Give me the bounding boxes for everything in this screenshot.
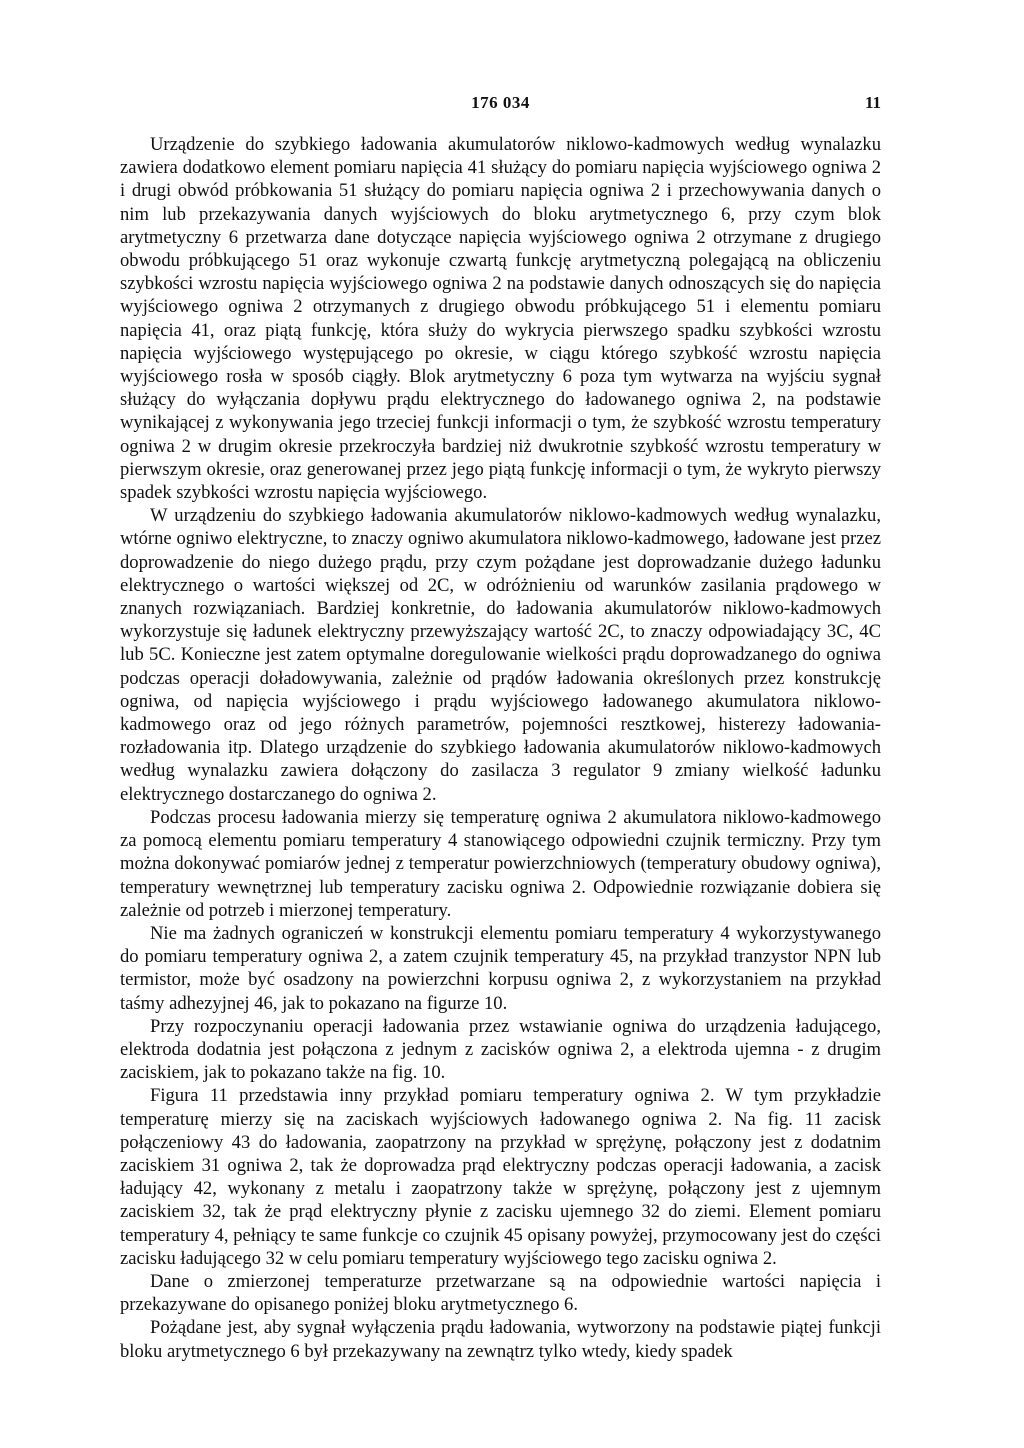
paragraph: Przy rozpoczynaniu operacji ładowania przez wstawianie ogniwa do urządzenia ładującego, elektroda dodatnia jest połączona z jednym z zacisków ogniwa 2, a elektroda ujemna - z drugim zaciskiem, jak to pokazano także na fig. 10.	[120, 1015, 881, 1084]
paragraph: W urządzeniu do szybkiego ładowania akumulatorów niklowo-kadmowych według wynalazku, wtórne ogniwo elektryczne, to znaczy ogniwo akumulatora niklowo-kadmowego, ładowane jest przez doprowadzenie do niego dużego prądu, przy czym pożądane jest doprowadzanie dużego ładunku elektrycznego o wartości większej od 2C, w odróżnieniu od warunków zasilania prądowego w znanych rozwiązaniach. Bardziej konkretnie, do ładowania akumulatorów niklowo-kadmowych wykorzystuje się ładunek elektryczny przewyższający wartość 2C, to znaczy odpowiadający 3C, 4C lub 5C. Konieczne jest zatem optymalne doregulowanie wielkości prądu doprowadzanego do ogniwa podczas operacji doładowywania, zależnie od prądów ładowania określonych przez konstrukcję ogniwa, od napięcia wyjściowego i prądu wyjściowego ładowanego akumulatora niklowo-kadmowego oraz od jego różnych parametrów, pojemności resztkowej, histerezy ładowania- rozładowania itp. Dlatego urządzenie do szybkiego ładowania akumulatorów niklowo-kadmowych według wynalazku zawiera dołączony do zasilacza 3 regulator 9 zmiany wielkość ładunku elektrycznego dostarczanego do ogniwa 2.	[120, 505, 881, 805]
paragraph: Urządzenie do szybkiego ładowania akumulatorów niklowo-kadmowych według wynalazku zawiera dodatkowo element pomiaru napięcia 41 służący do pomiaru napięcia wyjściowego ogniwa 2 i drugi obwód próbkowania 51 służący do pomiaru napięcia ogniwa 2 i przechowywania danych o nim lub przekazywania danych wyjściowych do bloku arytmetycznego 6, przy czym blok arytmetyczny 6 przetwarza dane dotyczące napięcia wyjściowego ogniwa 2 otrzymane z drugiego obwodu próbkującego 51 oraz wykonuje czwartą funkcję arytmetyczną polegającą na obliczeniu szybkości wzrostu napięcia wyjściowego ogniwa 2 na podstawie danych odnoszących się do napięcia wyjściowego ogniwa 2 otrzymanych z drugiego obwodu próbkującego 51 i elementu pomiaru napięcia 41, oraz piątą funkcję, która służy do wykrycia pierwszego spadku szybkości wzrostu napięcia wyjściowego występującego po okresie, w ciągu którego szybkość wzrostu napięcia wyjściowego rosła w sposób ciągły. Blok arytmetyczny 6 poza tym wytwarza na wyjściu sygnał służący do wyłączania dopływu prądu elektrycznego do ładowanego ogniwa 2, na podstawie wynikającej z wykonywania jego trzeciej funkcji informacji o tym, że szybkość wzrostu temperatury ogniwa 2 w drugim okresie przekroczyła bardziej niż dwukrotnie szybkość wzrostu temperatury w pierwszym okresie, oraz generowanej przez jego piątą funkcję informacji o tym, że wykryto pierwszy spadek szybkości wzrostu napięcia wyjściowego.	[120, 134, 881, 504]
paragraph: Dane o zmierzonej temperaturze przetwarzane są na odpowiednie wartości napięcia i przekazywane do opisanego poniżej bloku arytmetycznego 6.	[120, 1270, 881, 1316]
body-text	[120, 133, 881, 1363]
paragraph: Pożądane jest, aby sygnał wyłączenia prądu ładowania, wytworzony na podstawie piątej funkcji bloku arytmetycznego 6 był przekazywany na zewnątrz tylko wtedy, kiedy spadek	[120, 1317, 881, 1362]
paragraph: Nie ma żadnych ograniczeń w konstrukcji elementu pomiaru temperatury 4 wykorzystywanego do pomiaru temperatury ogniwa 2, a zatem czujnik temperatury 45, na przykład tranzystor NPN lub termistor, może być osadzony na powierzchni korpusu ogniwa 2, z wykorzystaniem na przykład taśmy adhezyjnej 46, jak to pokazano na figurze 10.	[120, 922, 881, 1014]
document-number: 176 034	[471, 93, 530, 112]
page-number: 11	[864, 93, 881, 112]
paragraph: Podczas procesu ładowania mierzy się temperaturę ogniwa 2 akumulatora niklowo-kadmowego za pomocą elementu pomiaru temperatury 4 stanowiącego odpowiedni czujnik termiczny. Przy tym można dokonywać pomiarów jednej z temperatur powierzchniowych (temperatury obudowy ogniwa), temperatury wewnętrznej lub temperatury zacisku ogniwa 2. Odpowiednie rozwiązanie dobiera się zależnie od potrzeb i mierzonej temperatury.	[120, 806, 881, 921]
page-header	[120, 93, 881, 117]
paragraph: Figura 11 przedstawia inny przykład pomiaru temperatury ogniwa 2. W tym przykładzie temperaturę mierzy się na zaciskach wyjściowych ładowanego ogniwa 2. Na fig. 11 zacisk połączeniowy 43 do ładowania, zaopatrzony na przykład w sprężynę, połączony jest z dodatnim zaciskiem 31 ogniwa 2, tak że doprowadza prąd elektryczny podczas operacji ładowania, a zacisk ładujący 42, wykonany z metalu i zaopatrzony także w sprężynę, połączony jest z ujemnym zaciskiem 32, tak że prąd elektryczny płynie z zacisku ujemnego 32 do ziemi. Element pomiaru temperatury 4, pełniący te same funkcje co czujnik 45 opisany powyżej, przymocowany jest do części zacisku ładującego 32 w celu pomiaru temperatury wyjściowego tego zacisku ogniwa 2.	[120, 1085, 881, 1269]
